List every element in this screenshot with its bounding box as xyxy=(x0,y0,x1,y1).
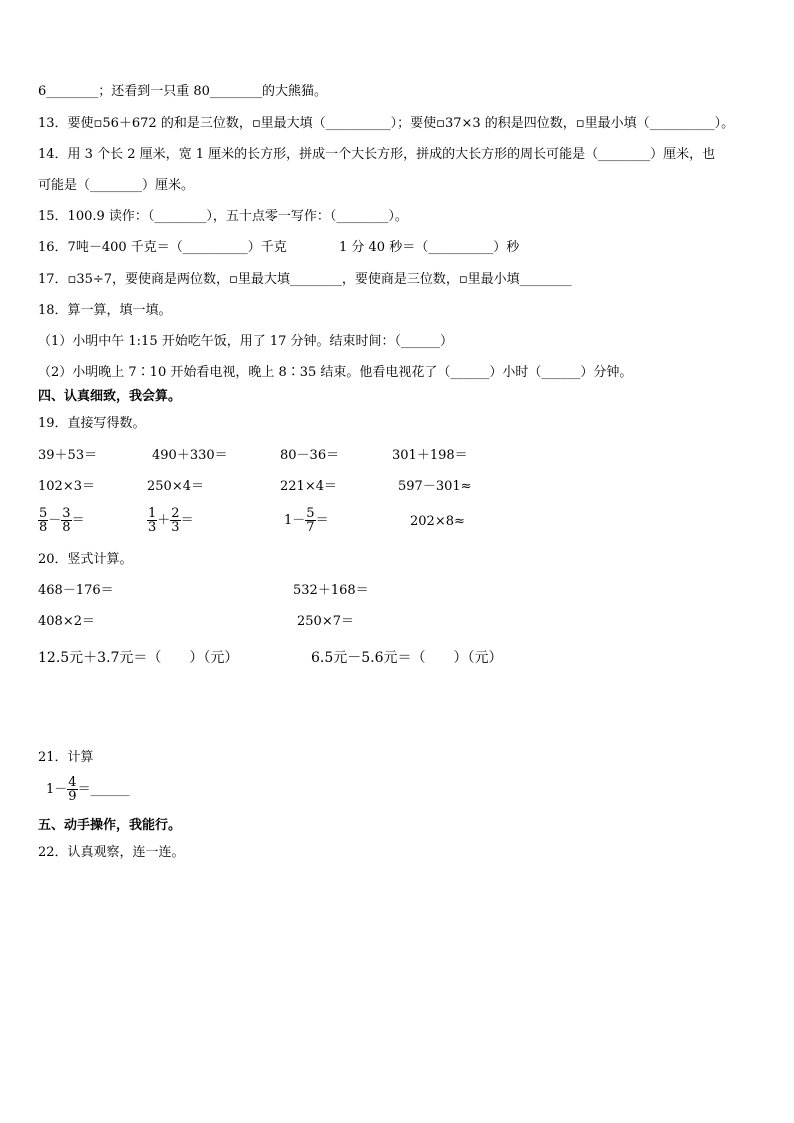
q19-r3-c4: 202×8≈ xyxy=(410,514,465,529)
question-21: 21．计算 xyxy=(38,750,94,765)
question-13: 13．要使▫56＋672 的和是三位数，▫里最大填（__________）；要使▫37×3 的积是四位数，▫里最小填（__________）。 xyxy=(38,116,735,131)
q20-a: 468－176＝ xyxy=(38,583,114,598)
question-19: 19．直接写得数。 xyxy=(38,416,146,431)
question-22: 22．认真观察，连一连。 xyxy=(38,845,185,860)
q19-r2-c4: 597－301≈ xyxy=(398,479,472,494)
q19-r1-c1: 39＋53＝ xyxy=(38,448,98,463)
q19-r1-c3: 80－36＝ xyxy=(280,448,340,463)
q20-d: 250×7＝ xyxy=(297,614,354,629)
question-16-part1: 16．7吨－400 千克＝（__________）千克 xyxy=(38,240,287,255)
q19-r2-c2: 250×4＝ xyxy=(147,479,204,494)
q19-r2-c1: 102×3＝ xyxy=(38,479,95,494)
question-14-line1: 14．用 3 个长 2 厘米，宽 1 厘米的长方形，拼成一个大长方形，拼成的大长方形的周长可能是（________）厘米，也 xyxy=(38,147,716,162)
q19-r1-c4: 301＋198＝ xyxy=(392,448,468,463)
question-14-line2: 可能是（________）厘米。 xyxy=(38,178,195,193)
fraction: $\frac{5}{7}$ xyxy=(306,506,315,535)
question-18-1: （1）小明中午 1:15 开始吃午饭，用了 17 分钟。结束时间：（______） xyxy=(38,334,454,349)
question-15: 15．100.9 读作：（________），五十点零一写作：（________）。 xyxy=(38,209,408,224)
question-18-2: （2）小明晚上 7∶10 开始看电视，晚上 8∶35 结束。他看电视花了（______）小时（______）分钟。 xyxy=(38,365,633,380)
section-4-heading: 四、认真细致，我会算。 xyxy=(38,389,182,404)
q20-f: 6.5元－5.6元＝（ ）（元） xyxy=(311,650,503,666)
fraction: $\frac{3}{8}$ xyxy=(62,506,71,535)
question-16-part2: 1 分 40 秒＝（__________）秒 xyxy=(339,240,520,255)
q19-r3-c2: $\frac{1}{3}$ ＋ $\frac{2}{3}$ ＝ xyxy=(148,506,194,535)
question-18: 18．算一算，填一填。 xyxy=(38,303,172,318)
q19-r3-c1: $\frac{5}{8}$ － $\frac{3}{8}$ ＝ xyxy=(39,506,85,535)
line-q12-tail: 6________；还看到一只重 80________的大熊猫。 xyxy=(38,84,327,99)
q21-expression: 1－ $\frac{4}{9}$ ＝______ xyxy=(46,775,130,804)
question-20: 20．竖式计算。 xyxy=(38,552,133,567)
fraction: $\frac{2}{3}$ xyxy=(171,506,180,535)
q20-b: 532＋168＝ xyxy=(293,583,369,598)
fraction: $\frac{4}{9}$ xyxy=(68,775,77,804)
question-17: 17．▫35÷7，要使商是两位数，▫里最大填________，要使商是三位数，▫里最小填________ xyxy=(38,272,572,287)
q19-r3-c3: 1－ $\frac{5}{7}$ ＝ xyxy=(284,506,329,535)
q20-c: 408×2＝ xyxy=(38,614,95,629)
q19-r1-c2: 490＋330＝ xyxy=(152,448,228,463)
q20-e: 12.5元＋3.7元＝（ ）（元） xyxy=(38,650,239,666)
section-5-heading: 五、动手操作，我能行。 xyxy=(38,818,182,833)
fraction: $\frac{1}{3}$ xyxy=(148,506,157,535)
q19-r2-c3: 221×4＝ xyxy=(280,479,337,494)
fraction: $\frac{5}{8}$ xyxy=(39,506,48,535)
